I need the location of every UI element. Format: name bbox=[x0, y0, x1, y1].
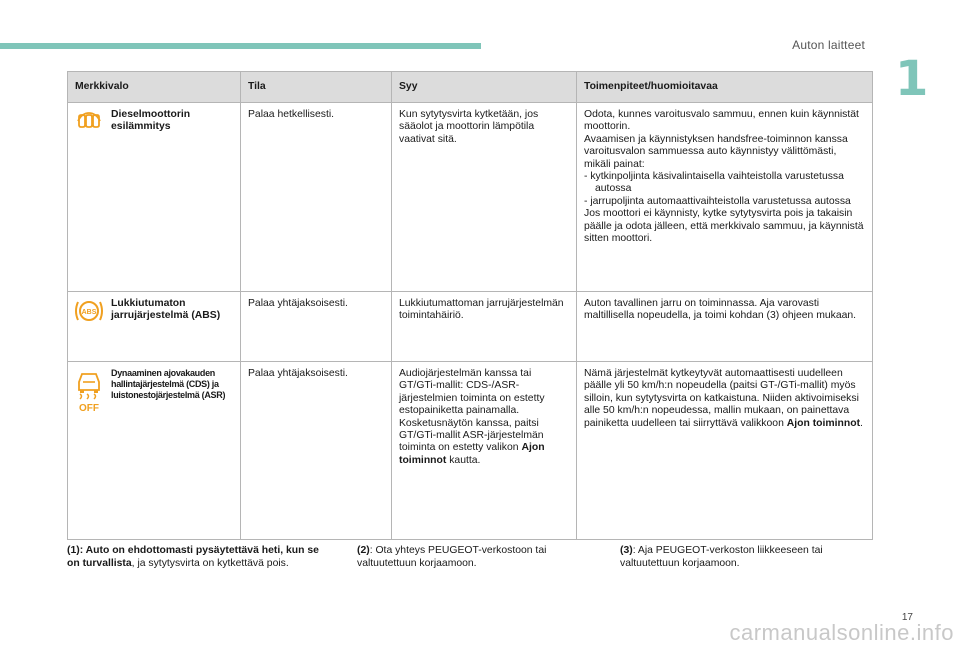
footnote-text: , ja sytytysvirta on kytkettävä pois. bbox=[131, 557, 289, 569]
action-cell bbox=[577, 103, 873, 292]
action-text: Odota, kunnes varoitusvalo sammuu, ennen kuin käynnistät moottorin. bbox=[584, 109, 859, 133]
indicator-icon-cell bbox=[68, 362, 110, 540]
cause-text: Audiojärjestelmän kanssa tai GT/GTi-mallit: CDS-/ASR-järjestelmien toiminta on estetty estopainiketta painamalla. Kosketusnäytön kanssa, paitsi GT/GTi-mallit ASR-järjestelmän toiminta on estetty valikon bbox=[399, 368, 545, 454]
footnote-mark: (2) bbox=[357, 545, 370, 556]
cause-cell: Lukkiutumattoman jarrujärjestelmän toimintahäiriö. bbox=[392, 292, 577, 362]
state-cell: Palaa yhtäjaksoisesti. bbox=[241, 362, 392, 540]
action-bullet: - jarrupoljinta automaattivaihteistolla varustetussa autossa bbox=[584, 195, 851, 207]
footnote-1 bbox=[67, 545, 322, 570]
footnote-bold-text: : Auto on ehdottomasti pysäytettävä heti, kun se on turvallista bbox=[67, 545, 319, 569]
column-header-indicator: Merkkivalo bbox=[68, 72, 241, 103]
footnote-3 bbox=[620, 545, 875, 570]
stability-control-off-icon bbox=[74, 368, 104, 412]
action-text: Avaamisen ja käynnistyksen handsfree-toiminnon kanssa varoitusvalon sammuessa auto käynnistyy välittömästi, mikäli painat: bbox=[584, 133, 848, 170]
section-title: Auton laitteet bbox=[792, 38, 865, 52]
chapter-number: 1 bbox=[895, 51, 929, 107]
action-text: Nämä järjestelmät kytkeytyvät automaattisesti uudelleen päälle yli 50 km/h:n nopeudella (paitsi GT-/GTi-mallit) myös silloin, kun sytytysvirta on katkaistuna. Niiden aktivoimiseksi alle 50 km/h:n nopeudessa, mallin mukaan, on painettava painiketta uudelleen tai siirryttävä valikkoon bbox=[584, 368, 859, 429]
off-icon-label: OFF bbox=[78, 403, 99, 412]
indicator-name: Dynaaminen ajovakauden hallintajärjestelmä (CDS) ja luistonestojärjestelmä (ASR) bbox=[109, 362, 240, 540]
footnote-mark: (3) bbox=[620, 545, 633, 556]
cause-text: kautta. bbox=[446, 454, 481, 466]
action-text: Jos moottori ei käynnisty, kytke sytytysvirta pois ja takaisin päälle ja odota jälleen, että merkkivalo sammuu, ja käynnistä sitten moottori. bbox=[584, 208, 864, 245]
menu-reference: Ajon toiminnot bbox=[786, 417, 861, 429]
page-number: 17 bbox=[901, 612, 913, 623]
warning-lights-table bbox=[67, 71, 873, 540]
table-header-row bbox=[68, 72, 873, 103]
column-header-cause: Syy bbox=[392, 72, 577, 103]
state-cell: Palaa yhtäjaksoisesti. bbox=[241, 292, 392, 362]
footnote-text: : Ota yhteys PEUGEOT-verkostoon tai valtuutettuun korjaamoon. bbox=[357, 545, 547, 569]
cause-cell: Kun sytytysvirta kytketään, jos sääolot ja moottorin lämpötila vaativat sitä. bbox=[392, 103, 577, 292]
footnote-2 bbox=[357, 545, 572, 570]
table-row bbox=[68, 362, 873, 540]
cause-cell bbox=[392, 362, 577, 540]
action-cell: Auton tavallinen jarru on toiminnassa. Aja varovasti maltillisella nopeudella, ja toimi kohdan (3) ohjeen mukaan. bbox=[577, 292, 873, 362]
header-accent-bar bbox=[0, 43, 481, 49]
action-text: . bbox=[860, 417, 863, 429]
indicator-name: Lukkiutumaton jarrujärjestelmä (ABS) bbox=[109, 292, 240, 362]
action-bullet: - kytkinpoljinta käsivalintaisella vaihteistolla varustetussa autossa bbox=[584, 171, 844, 195]
abs-icon-label: ABS bbox=[81, 309, 96, 316]
glow-plug-icon bbox=[76, 111, 102, 131]
watermark: carmanualsonline.info bbox=[729, 620, 954, 645]
action-cell bbox=[577, 362, 873, 540]
indicator-name: Dieselmoottorin esilämmitys bbox=[109, 103, 240, 292]
abs-icon bbox=[73, 297, 105, 325]
table-row bbox=[68, 103, 873, 292]
menu-reference: Ajon toiminnot bbox=[399, 442, 545, 466]
footnote-mark: (1) bbox=[67, 545, 80, 556]
indicator-icon-cell bbox=[68, 292, 110, 362]
column-header-action: Toimenpiteet/huomioitavaa bbox=[577, 72, 873, 103]
indicator-icon-cell bbox=[68, 103, 110, 292]
table-row bbox=[68, 292, 873, 362]
column-header-state: Tila bbox=[241, 72, 392, 103]
footnote-text: : Aja PEUGEOT-verkoston liikkeeseen tai valtuutettuun korjaamoon. bbox=[620, 545, 823, 569]
state-cell: Palaa hetkellisesti. bbox=[241, 103, 392, 292]
